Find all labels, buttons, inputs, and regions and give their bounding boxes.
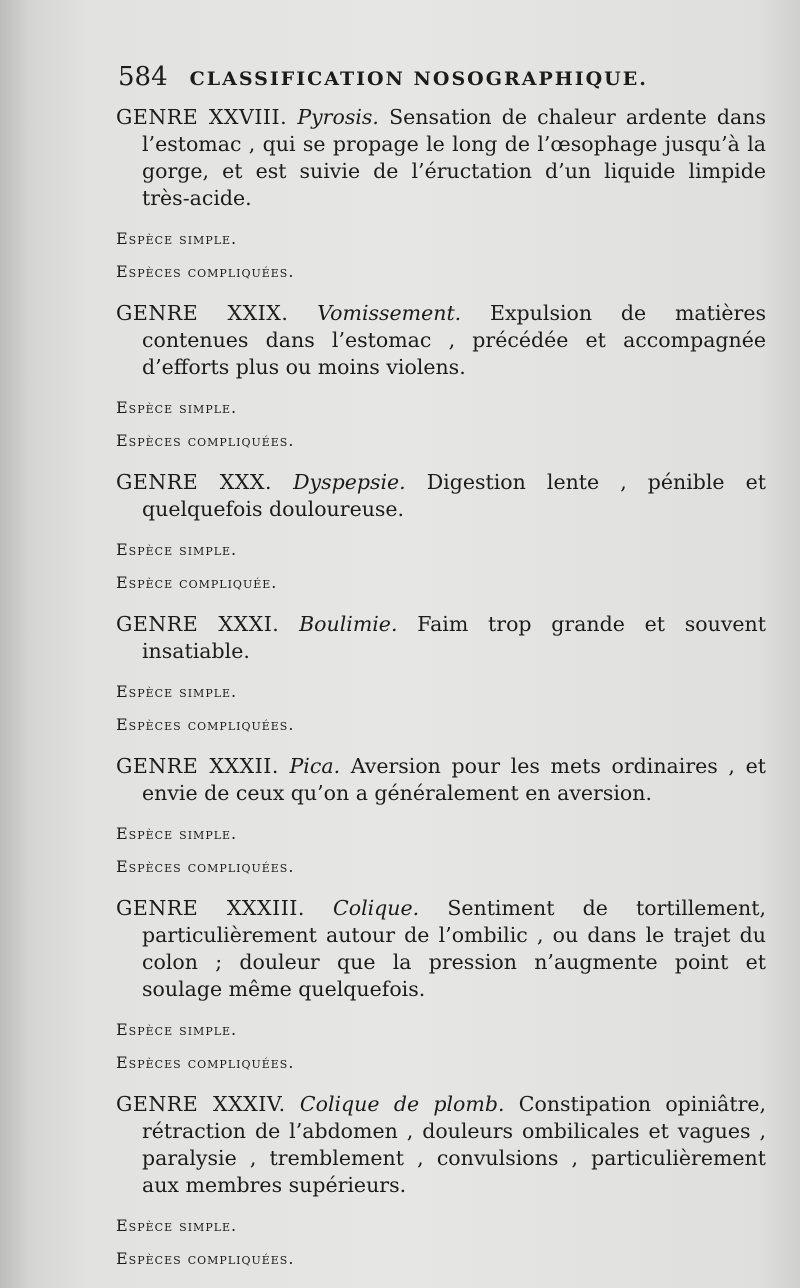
- genre-entry: [116, 895, 766, 1003]
- species-complex: Espèces compliquées.: [116, 1053, 295, 1072]
- genre-name: Colique de plomb.: [299, 1092, 505, 1116]
- page-number: 584: [118, 62, 168, 92]
- species-complex: Espèces compliquées.: [116, 715, 295, 734]
- genre-description: Constipation opiniâtre, rétraction de l’abdomen , douleurs ombilicales et vagues , paralysie , tremblement , convulsions , particulièrement aux membres supérieurs.: [142, 1092, 767, 1197]
- running-head: CLASSIFICATION NOSOGRAPHIQUE.: [189, 68, 648, 90]
- genre-label: GENRE XXX.: [116, 470, 273, 494]
- species-simple: Espèce simple.: [116, 398, 238, 417]
- genre-label: GENRE XXXII.: [116, 754, 279, 778]
- species-complex: Espèce compliquée.: [116, 573, 278, 592]
- genre-description: Faim trop grande et souvent insatiable.: [142, 612, 766, 663]
- genre-entry: [116, 469, 766, 523]
- species-complex: Espèces compliquées.: [116, 431, 295, 450]
- page-header: [118, 62, 760, 98]
- genre-label: GENRE XXXIV.: [116, 1092, 286, 1116]
- genre-label: GENRE XXVIII.: [116, 105, 288, 129]
- genre-name: Pica.: [289, 754, 341, 778]
- genre-label: GENRE XXXIII.: [116, 896, 305, 920]
- genre-description: Digestion lente , pénible et quelquefois douloureuse.: [142, 470, 766, 521]
- genre-description: Sensation de chaleur ardente dans l’estomac , qui se propage le long de l’œsophage jusqu’à la gorge, et est suivie de l’éructation d’un liquide limpide très-acide.: [142, 105, 766, 210]
- species-simple: Espèce simple.: [116, 1020, 238, 1039]
- genre-name: Pyrosis.: [297, 105, 379, 129]
- genre-description: Sentiment de tortillement, particulièrement autour de l’ombilic , ou dans le trajet du colon ; douleur que la pression n’augmente point et soulage même quelquefois.: [142, 896, 766, 1001]
- genre-entry: [116, 300, 766, 381]
- genre-entry: [116, 1091, 766, 1199]
- species-simple: Espèce simple.: [116, 682, 238, 701]
- species-simple: Espèce simple.: [116, 229, 238, 248]
- genre-description: Expulsion de matières contenues dans l’estomac , précédée et accompagnée d’efforts plus ou moins violens.: [142, 301, 766, 379]
- genre-entry: [116, 104, 766, 212]
- species-complex: Espèces compliquées.: [116, 857, 295, 876]
- species-simple: Espèce simple.: [116, 1216, 238, 1235]
- genre-name: Dyspepsie.: [293, 470, 406, 494]
- genre-name: Boulimie.: [299, 612, 398, 636]
- genre-label: GENRE XXIX.: [116, 301, 289, 325]
- genre-name: Vomissement.: [317, 301, 462, 325]
- genre-name: Colique.: [333, 896, 420, 920]
- species-complex: Espèces compliquées.: [116, 1249, 295, 1268]
- page-content: [116, 104, 766, 1275]
- species-simple: Espèce simple.: [116, 824, 238, 843]
- genre-label: GENRE XXXI.: [116, 612, 280, 636]
- genre-entry: [116, 611, 766, 665]
- species-complex: Espèces compliquées.: [116, 262, 295, 281]
- species-simple: Espèce simple.: [116, 540, 238, 559]
- genre-entry: [116, 753, 766, 807]
- genre-description: Aversion pour les mets ordinaires , et envie de ceux qu’on a généralement en aversion.: [142, 754, 766, 805]
